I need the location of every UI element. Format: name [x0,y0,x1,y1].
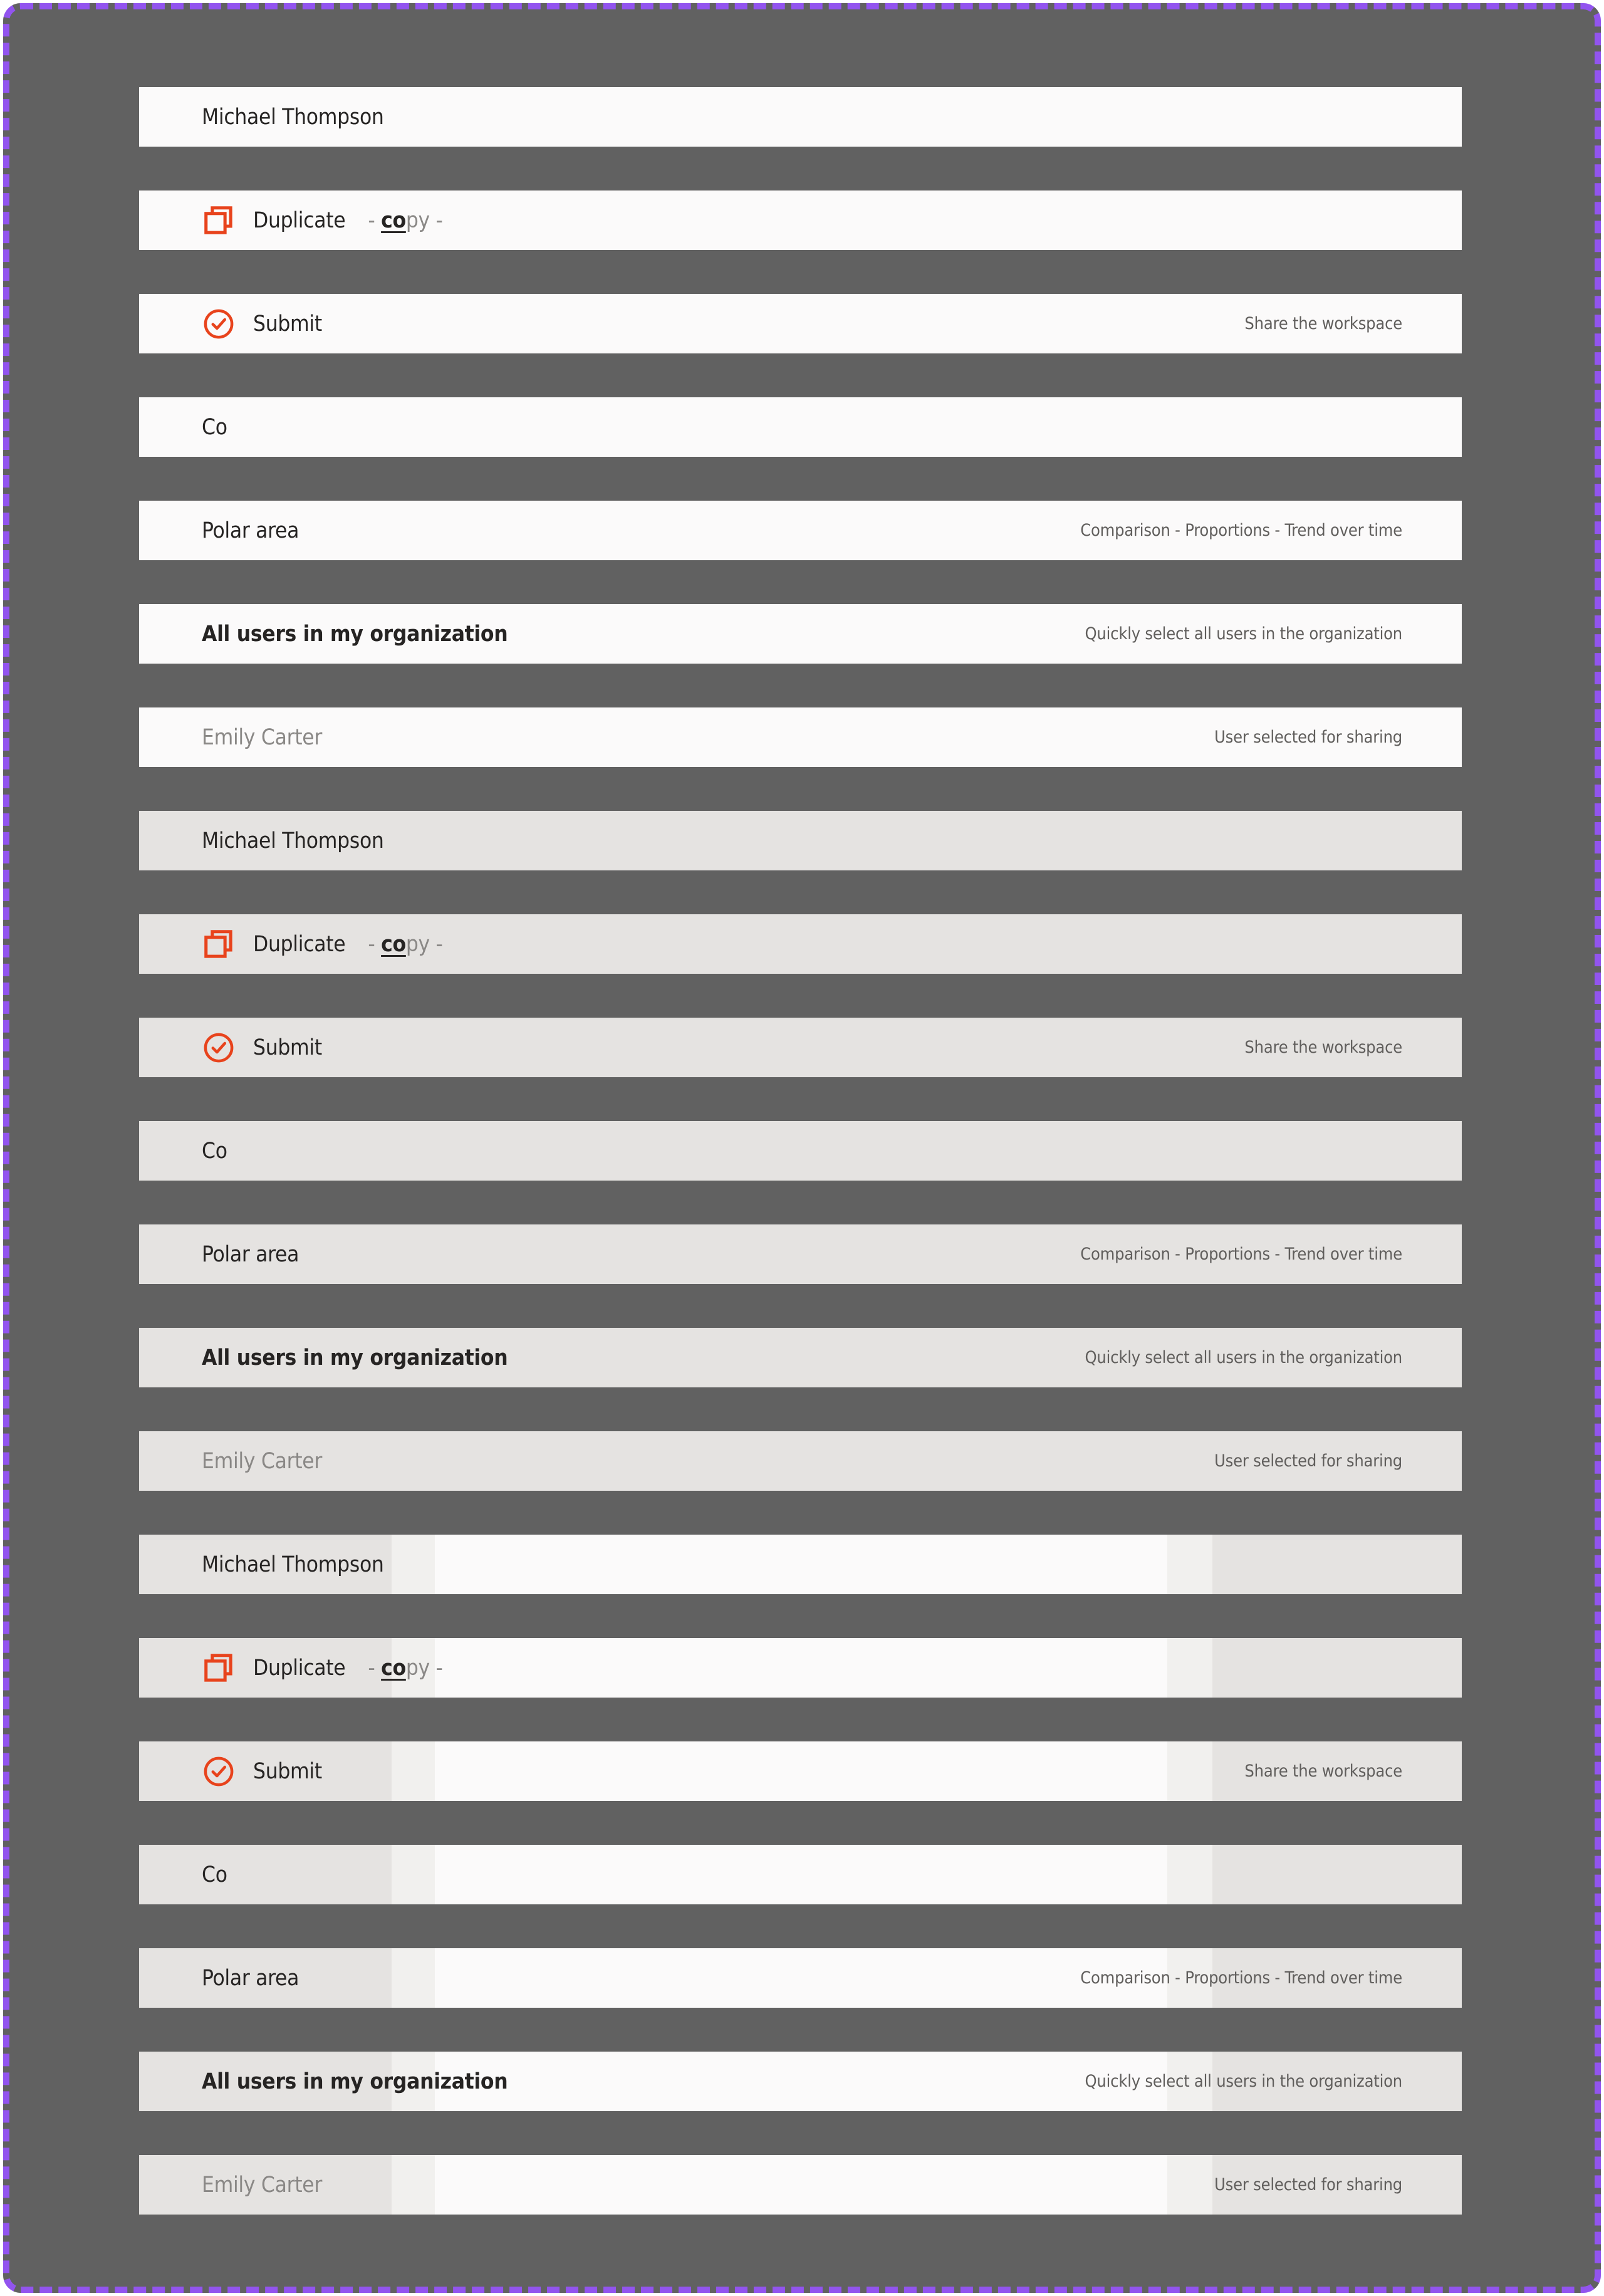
option-label: Co [202,1138,227,1164]
option-description: Share the workspace [1244,1038,1402,1057]
option-all-users[interactable] [139,1328,1462,1387]
option-submit[interactable] [139,1018,1462,1077]
option-co[interactable] [139,1845,1462,1904]
option-label: Michael Thompson [202,1552,384,1577]
option-description: Comparison - Proportions - Trend over time [1080,1245,1402,1264]
option-description: Comparison - Proportions - Trend over time [1080,1968,1402,1988]
option-label: Submit [253,311,322,337]
option-label: Submit [253,1758,322,1784]
match-prefix: - [368,1655,382,1681]
option-label: Duplicate [253,207,346,233]
match-suffix: py - [405,931,443,957]
option-label: Michael Thompson [202,104,384,130]
option-polar-area[interactable] [139,1948,1462,2008]
option-emily-carter[interactable] [139,1431,1462,1491]
option-description: User selected for sharing [1214,1451,1402,1471]
option-co[interactable] [139,397,1462,457]
option-description: Quickly select all users in the organization [1085,1348,1402,1367]
option-michael-thompson[interactable] [139,811,1462,870]
option-polar-area[interactable] [139,501,1462,560]
option-emily-carter[interactable] [139,707,1462,767]
match-highlight: co [381,1655,406,1681]
copy-icon [202,204,236,237]
option-list [139,87,1462,2258]
option-label: Submit [253,1035,322,1060]
option-description: User selected for sharing [1214,2175,1402,2194]
option-description: Quickly select all users in the organization [1085,624,1402,644]
option-duplicate[interactable] [139,1638,1462,1698]
option-description: Comparison - Proportions - Trend over time [1080,521,1402,540]
option-label: Duplicate [253,1655,346,1681]
match-prefix: - [368,207,382,233]
option-polar-area[interactable] [139,1224,1462,1284]
option-duplicate[interactable] [139,914,1462,974]
search-match-suffix [368,208,442,233]
option-label: All users in my organization [202,621,508,647]
option-michael-thompson[interactable] [139,87,1462,147]
option-label: Polar area [202,1965,299,1991]
match-suffix: py - [405,1655,443,1681]
option-label: Emily Carter [202,1448,322,1474]
match-highlight: co [381,207,406,233]
match-suffix: py - [405,207,443,233]
option-label: Co [202,1862,227,1887]
check-circle-icon [202,1755,236,1788]
option-label: Michael Thompson [202,828,384,853]
option-description: Share the workspace [1244,1761,1402,1781]
option-label: Polar area [202,1241,299,1267]
check-circle-icon [202,1031,236,1065]
option-submit[interactable] [139,1741,1462,1801]
option-michael-thompson[interactable] [139,1535,1462,1594]
option-emily-carter[interactable] [139,2155,1462,2215]
search-match-suffix [368,932,442,957]
copy-icon [202,1651,236,1685]
option-description: Quickly select all users in the organization [1085,2072,1402,2091]
option-submit[interactable] [139,294,1462,353]
option-label: Emily Carter [202,2172,322,2198]
match-highlight: co [381,931,406,957]
option-description: Share the workspace [1244,314,1402,333]
option-label: Co [202,414,227,440]
match-prefix: - [368,931,382,957]
option-label: Polar area [202,518,299,543]
option-all-users[interactable] [139,604,1462,664]
option-label: All users in my organization [202,1345,508,1370]
option-all-users[interactable] [139,2052,1462,2111]
option-description: User selected for sharing [1214,728,1402,747]
option-duplicate[interactable] [139,190,1462,250]
search-match-suffix [368,1656,442,1681]
option-label: All users in my organization [202,2069,508,2094]
option-label: Duplicate [253,931,346,957]
check-circle-icon [202,307,236,341]
option-label: Emily Carter [202,724,322,750]
option-co[interactable] [139,1121,1462,1181]
copy-icon [202,927,236,961]
